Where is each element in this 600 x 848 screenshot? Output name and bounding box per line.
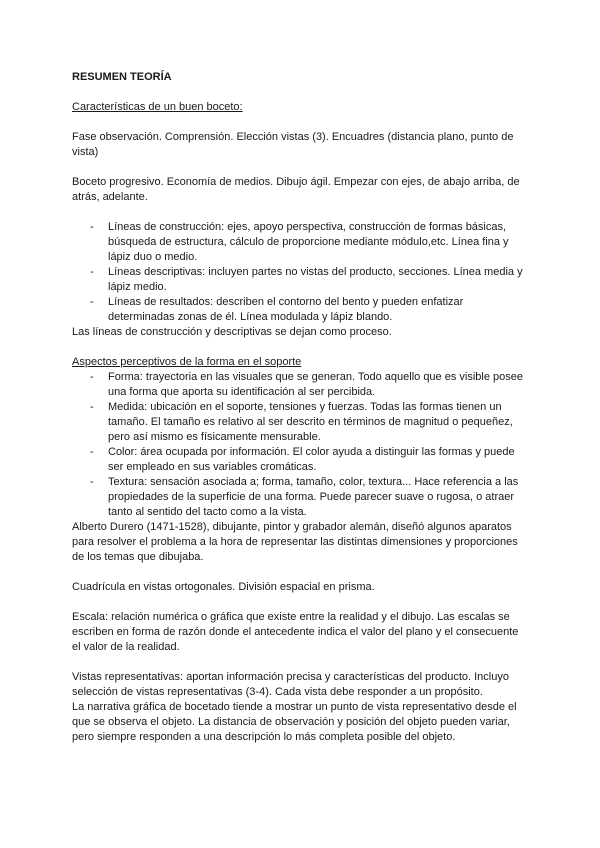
list-dash: - (90, 371, 94, 383)
list-item (72, 265, 528, 295)
list-item-text: Líneas descriptivas: incluyen partes no vistas del producto, secciones. Línea media y lápiz medio. (108, 266, 523, 293)
paragraph-vistas: Vistas representativas: aportan información precisa y características del producto. Incluyo selección de vistas representativas (3-4). Cada vista debe responder a un propósito. (72, 671, 509, 698)
list-item (72, 295, 528, 325)
list-dash: - (90, 221, 94, 233)
list-dash: - (90, 446, 94, 458)
paragraph-narrativa: La narrativa gráfica de bocetado tiende a mostrar un punto de vista representativo desde el que se observa el objeto. La distancia de observación y posición del objeto pueden variar, pero siempre responden a una descripción lo más completa posible del objeto. (72, 701, 517, 743)
paragraph-lineas-proceso: Las líneas de construcción y descriptivas se dejan como proceso. (72, 326, 392, 338)
list-item (72, 370, 528, 400)
list-item-text: Color: área ocupada por información. El color ayuda a distinguir las formas y puede ser empleado en sus variables cromáticas. (108, 446, 515, 473)
list-dash: - (90, 476, 94, 488)
paragraph-durero: Alberto Durero (1471-1528), dibujante, pintor y grabador alemán, diseñó algunos aparatos para resolver el problema a la hora de representar las distintas dimensiones y proporciones de los temas que dibujaba. (72, 521, 518, 563)
list-item (72, 475, 528, 520)
list-item-text: Medida: ubicación en el soporte, tensiones y fuerzas. Todas las formas tienen un tamaño. El tamaño es relativo al ser descrito en términos de magnitud o pequeñez, pero así mismo es físicamente mensurable. (108, 401, 513, 443)
list-item (72, 220, 528, 265)
line-types-list (72, 220, 528, 325)
section-heading-aspectos: Aspectos perceptivos de la forma en el soporte (72, 356, 302, 368)
list-item-text: Líneas de resultados: describen el contorno del bento y pueden enfatizar determinadas zonas de él. Línea modulada y lápiz blando. (108, 296, 464, 323)
list-item-text: Textura: sensación asociada a; forma, tamaño, color, textura... Hace referencia a las propiedades de la superficie de una forma. Puede parecer suave o rugosa, o atraer tanto al sentido del tacto como a la vista. (108, 476, 519, 518)
paragraph-fase-observacion: Fase observación. Comprensión. Elección vistas (3). Encuadres (distancia plano, punto de vista) (72, 131, 514, 158)
document-title: RESUMEN TEORÍA (72, 71, 172, 83)
perceptual-aspects-list (72, 370, 528, 520)
list-item-text: Forma: trayectoria en las visuales que se generan. Todo aquello que es visible posee una forma que aporta su identificación al ser percibida. (108, 371, 523, 398)
paragraph-cuadricula: Cuadrícula en vistas ortogonales. División espacial en prisma. (72, 581, 375, 593)
list-item (72, 445, 528, 475)
paragraph-boceto-progresivo: Boceto progresivo. Economía de medios. Dibujo ágil. Empezar con ejes, de abajo arriba, de atrás, adelante. (72, 176, 520, 203)
list-item (72, 400, 528, 445)
list-dash: - (90, 401, 94, 413)
list-dash: - (90, 296, 94, 308)
section-heading-boceto: Características de un buen boceto: (72, 101, 243, 113)
list-dash: - (90, 266, 94, 278)
paragraph-escala: Escala: relación numérica o gráfica que existe entre la realidad y el dibujo. Las escalas se escriben en forma de razón donde el antecedente indica el valor del plano y el consecuente el valor de la realidad. (72, 611, 519, 653)
list-item-text: Líneas de construcción: ejes, apoyo perspectiva, construcción de formas básicas, búsqueda de estructura, cálculo de proporcione mediante módulo,etc. Línea fina y lápiz duo o medio. (108, 221, 509, 263)
